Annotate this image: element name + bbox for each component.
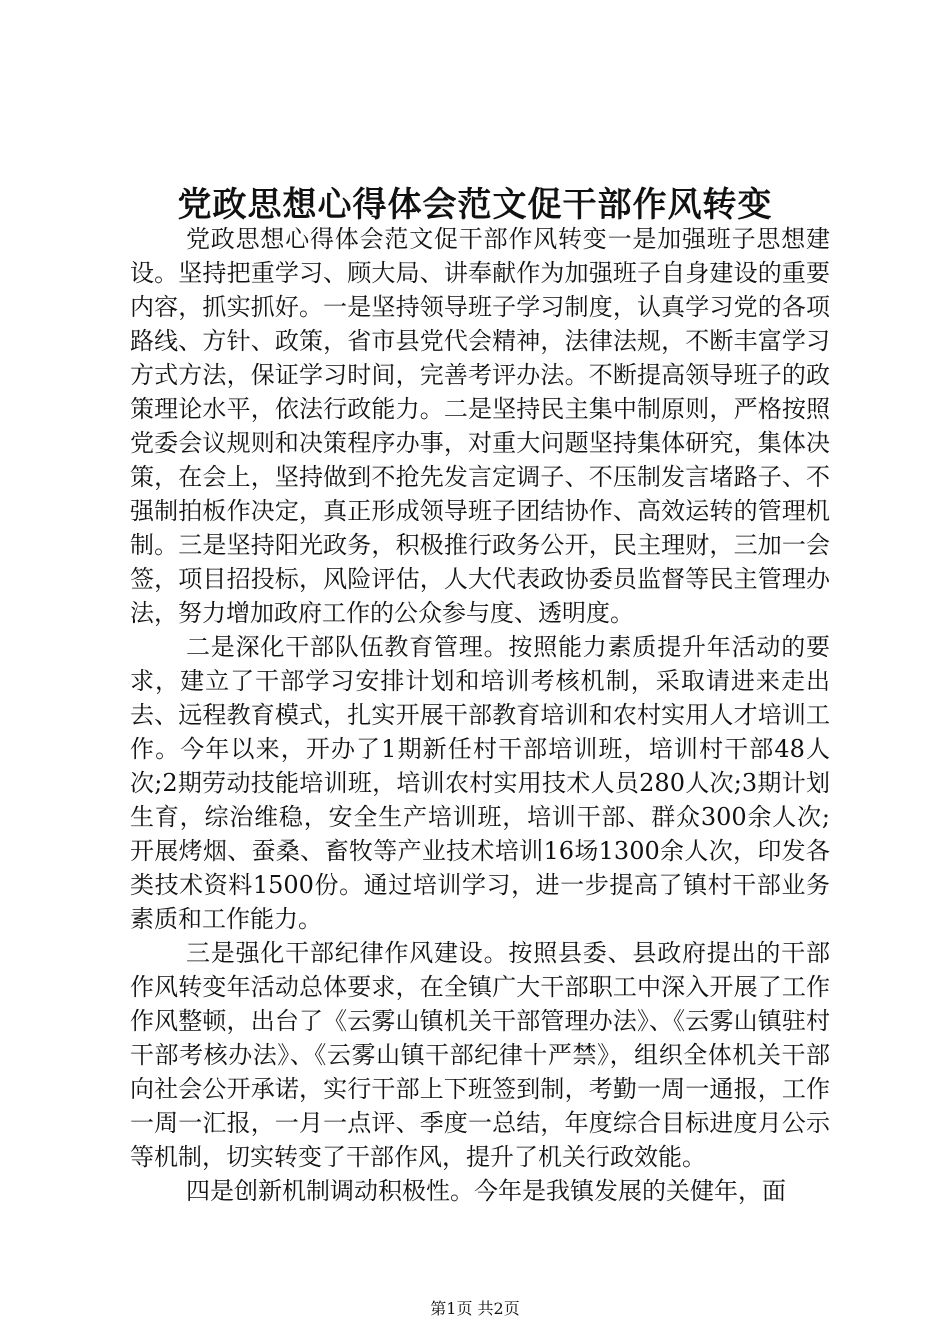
- paragraph-1: 党政思想心得体会范文促干部作风转变一是加强班子思想建设。坚持把重学习、顾大局、讲奉献作为加强班子自身建设的重要内容，抓实抓好。一是坚持领导班子学习制度，认真学习党的各项路线、方针、政策，省市县党代会精神，法律法规，不断丰富学习方式方法，保证学习时间，完善考评办法。不断提高领导班子的政策理论水平，依法行政能力。二是坚持民主集中制原则，严格按照党委会议规则和决策程序办事，对重大问题坚持集体研究，集体决策，在会上，坚持做到不抢先发言定调子、不压制发言堵路子、不强制拍板作决定，真正形成领导班子团结协作、高效运转的管理机制。三是坚持阳光政务，积极推行政务公开，民主理财，三加一会签，项目招投标，风险评估，人大代表政协委员监督等民主管理办法，努力增加政府工作的公众参与度、透明度。: [130, 225, 830, 627]
- paragraph-3: 三是强化干部纪律作风建设。按照县委、县政府提出的干部作风转变年活动总体要求，在全镇广大干部职工中深入开展了工作作风整顿，出台了《云雾山镇机关干部管理办法》、《云雾山镇驻村干部考核办法》、《云雾山镇干部纪律十严禁》，组织全体机关干部向社会公开承诺，实行干部上下班签到制，考勤一周一通报，工作一周一汇报，一月一点评、季度一总结，年度综合目标进度月公示等机制，切实转变了干部作风，提升了机关行政效能。: [130, 939, 830, 1171]
- document-title: 党政思想心得体会范文促干部作风转变: [177, 184, 773, 225]
- paragraph-4: 四是创新机制调动积极性。今年是我镇发展的关健年，面: [186, 1177, 786, 1205]
- paragraph-2: 二是深化干部队伍教育管理。按照能力素质提升年活动的要求，建立了干部学习安排计划和培训考核机制，采取请进来走出去、远程教育模式，扎实开展干部教育培训和农村实用人才培训工作。今年以来，开办了1期新任村干部培训班，培训村干部48人次;2期劳动技能培训班，培训农村实用技术人员280人次;3期计划生育，综治维稳，安全生产培训班，培训干部、群众300余人次;开展烤烟、蚕桑、畜牧等产业技术培训16场1300余人次，印发各类技术资料1500份。通过培训学习，进一步提高了镇村干部业务素质和工作能力。: [130, 633, 830, 933]
- document-body: [130, 222, 830, 1208]
- page-number-footer: 第1页 共2页: [430, 1299, 520, 1318]
